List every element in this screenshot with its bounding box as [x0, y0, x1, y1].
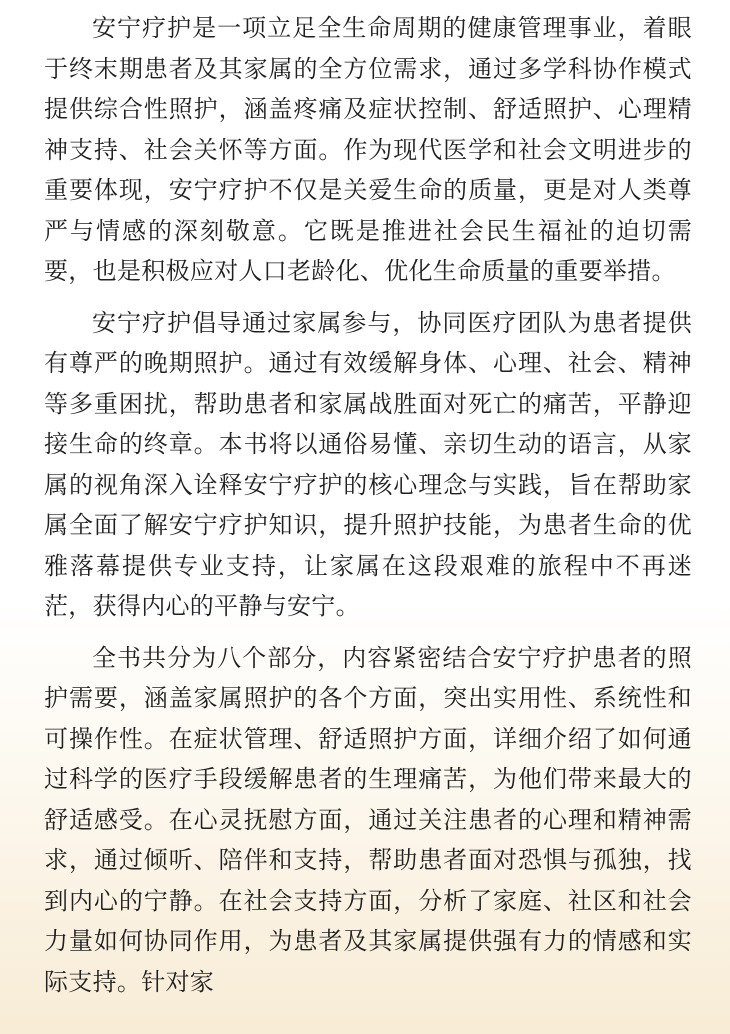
- paragraph-3: 全书共分为八个部分，内容紧密结合安宁疗护患者的照护需要，涵盖家属照护的各个方面，突出实用性、系统性和可操作性。在症状管理、舒适照护方面，详细介绍了如何通过科学的医疗手段缓解患者的生理痛苦，为他们带来最大的舒适感受。在心灵抚慰方面，通过关注患者的心理和精神需求，通过倾听、陪伴和支持，帮助患者面对恐惧与孤独，找到内心的宁静。在社会支持方面，分析了家庭、社区和社会力量如何协同作用，为患者及其家属提供强有力的情感和实际支持。针对家: [44, 643, 692, 996]
- paragraph-1: 安宁疗护是一项立足全生命周期的健康管理事业，着眼于终末期患者及其家属的全方位需求，通过多学科协作模式提供综合性照护，涵盖疼痛及症状控制、舒适照护、心理精神支持、社会关怀等方面。作为现代医学和社会文明进步的重要体现，安宁疗护不仅是关爱生命的质量，更是对人类尊严与情感的深刻敬意。它既是推进社会民生福祉的迫切需要，也是积极应对人口老龄化、优化生命质量的重要举措。: [44, 14, 692, 285]
- paragraph-2: 安宁疗护倡导通过家属参与，协同医疗团队为患者提供有尊严的晚期照护。通过有效缓解身体、心理、社会、精神等多重困扰，帮助患者和家属战胜面对死亡的痛苦，平静迎接生命的终章。本书将以通俗易懂、亲切生动的语言，从家属的视角深入诠释安宁疗护的核心理念与实践，旨在帮助家属全面了解安宁疗护知识，提升照护技能，为患者生命的优雅落幕提供专业支持，让家属在这段艰难的旅程中不再迷茫，获得内心的平静与安宁。: [44, 308, 692, 620]
